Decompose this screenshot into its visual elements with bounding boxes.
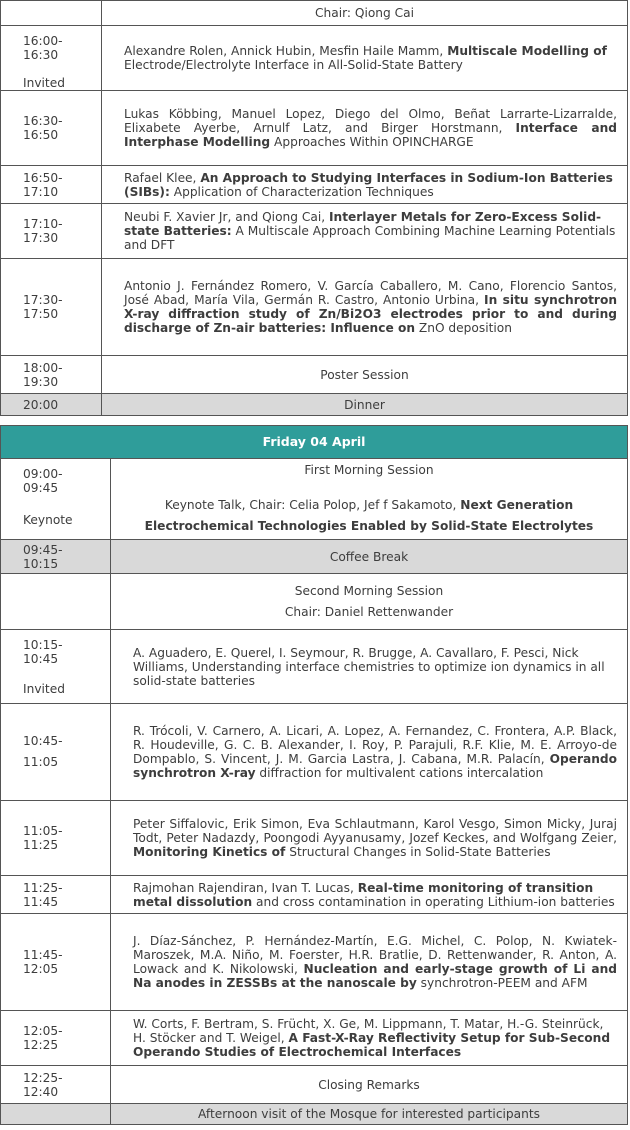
time-end: 17:10: [23, 184, 59, 199]
time-start: 16:00-: [23, 34, 63, 48]
talk-title-rest: ZnO deposition: [415, 321, 512, 335]
time-start: 18:00-: [23, 360, 63, 375]
talk-description: [102, 259, 628, 356]
session-title: First Morning Session: [304, 463, 434, 477]
talk-description: [111, 1011, 628, 1066]
talk-description: [111, 630, 628, 704]
talk-authors: Peter Siffalovic, Erik Simon, Eva Schlautmann, Karol Vesgo, Simon Micky, Juraj Todt, Peter Nadazdy, Poongodi Ayyanusamy, Jozef Keckes, and Wolfgang Zeier,: [133, 817, 617, 845]
talk-title-rest: Approaches Within OPINCHARGE: [270, 135, 474, 149]
time-start: 12:25-: [23, 1070, 63, 1085]
table-row: [1, 26, 628, 91]
time-end: 12:25: [23, 1038, 59, 1052]
talk-title: Nucleation and early-stage growth of Li and Na anodes in ZESSBs at the nanoscale by: [133, 962, 617, 990]
talk-title-rest: synchrotron-PEEM and AFM: [416, 976, 588, 990]
time-end: 19:30: [23, 374, 59, 389]
talk-title: Interlayer Metals for Zero-Excess Solid-state Batteries:: [124, 210, 602, 238]
poster-session-label: Poster Session: [102, 356, 628, 394]
talk-authors: Alexandre Rolen, Annick Hubin, Mesfin Haile Mamm,: [124, 44, 448, 58]
talk-authors: J. Díaz-Sánchez, P. Hernández-Martín, E.G. Michel, C. Polop, N. Kwiatek-Maroszek, M.A. Niño, M. Foerster, H.R. Bratlie, D. Rettenwander, R. Anton, A. Lowack and K. Nikolowski,: [133, 934, 617, 976]
time-end: 16:50: [23, 128, 59, 142]
time-start: 09:45-: [23, 542, 63, 557]
talk-title: A Fast-X-Ray Reflectivity Setup for Sub-Second Operando Studies of Electrochemical Interfaces: [133, 1031, 611, 1059]
time-end: 12:05: [23, 962, 59, 976]
keynote-chairs: Keynote Talk, Chair: Celia Polop, Jef f Sakamoto,: [164, 498, 461, 512]
table-row: [1, 166, 628, 204]
time-end: 17:50: [23, 307, 59, 321]
talk-description: [102, 204, 628, 259]
talk-description: [111, 914, 628, 1011]
talk-title-rest: Structural Changes in Solid-State Batteries: [285, 845, 551, 859]
time-start: 11:45-: [23, 948, 63, 962]
thursday-schedule-table: [0, 0, 628, 416]
time-end: 12:40: [23, 1084, 59, 1099]
talk-authors: W. Corts, F. Bertram, S. Frücht, X. Ge, M. Lippmann, T. Matar, H.-G. Steinrück, H. Stöcker and T. Weigel,: [133, 1017, 604, 1045]
coffee-break-label: Coffee Break: [111, 540, 628, 574]
table-row: [1, 259, 628, 356]
time-cell: 20:00: [1, 394, 102, 416]
talk-title: Multiscale Modelling of: [447, 44, 607, 58]
closing-remarks-row: [1, 1066, 628, 1104]
session-description: [111, 574, 628, 630]
time-cell: [1, 876, 111, 914]
talk-title: Operando synchrotron X-ray: [133, 752, 617, 780]
time-end: 11:45: [23, 894, 59, 909]
talk-title-rest: Electrode/Electrolyte Interface in All-Solid-State Battery: [124, 58, 463, 72]
talk-title: An Approach to Studying Interfaces in Sodium-Ion Batteries (SIBs):: [124, 170, 613, 199]
talk-description: [102, 166, 628, 204]
time-cell: [1, 356, 102, 394]
keynote-text: [119, 495, 619, 537]
closing-remarks-label: Closing Remarks: [111, 1066, 628, 1104]
time-cell: [1, 801, 111, 876]
talk-title: Interface and Interphase Modelling: [124, 121, 617, 149]
time-cell: [1, 1066, 111, 1104]
table-row: [1, 801, 628, 876]
talk-authors: R. Trócoli, V. Carnero, A. Licari, A. Lopez, A. Fernandez, C. Frontera, A.P. Black, R. Houdeville, G. C. B. Alexander, I. Roy, P. Parajuli, R.F. Klie, M. E. Arroyo-de Dompablo, S. Vincent, J. M. Garcia Lastra, J. Cabana, M.R. Palacín,: [133, 724, 617, 766]
time-start: 16:30-: [23, 114, 63, 128]
time-cell: [1, 459, 111, 540]
talk-tag: Keynote: [23, 513, 73, 527]
time-end: 10:45: [23, 652, 59, 666]
day-header-row: [1, 426, 628, 459]
keynote-row: [1, 459, 628, 540]
keynote-description: [111, 459, 628, 540]
talk-title: In situ synchrotron X-ray diffraction study of Zn/Bi2O3 electrodes prior to and during discharge of Zn-air batteries: Influence on: [124, 293, 617, 335]
time-start: 17:30-: [23, 293, 63, 307]
time-cell: [1, 1011, 111, 1066]
talk-description: [102, 26, 628, 91]
talk-description: [111, 801, 628, 876]
talk-title-rest: A Multiscale Approach Combining Machine Learning Potentials and DFT: [124, 224, 616, 252]
time-end: 17:30: [23, 231, 59, 245]
table-row: [1, 1011, 628, 1066]
session-chair: Chair: Daniel Rettenwander: [284, 604, 454, 619]
time-start: 11:05-: [23, 824, 63, 838]
time-end: 16:30: [23, 48, 59, 62]
time-cell: [1, 91, 102, 166]
time-end: 11:05: [23, 755, 59, 769]
keynote-title: Next Generation Electrochemical Technologies Enabled by Solid-State Electrolytes: [144, 498, 594, 533]
afternoon-visit-row: [1, 1104, 628, 1125]
time-cell: [1, 204, 102, 259]
time-cell: [1, 166, 102, 204]
talk-title-rest: diffraction for multivalent cations intercalation: [255, 766, 544, 780]
talk-description: [111, 704, 628, 801]
talk-title: Real-time monitoring of transition metal dissolution: [133, 880, 594, 909]
time-start: 10:45-: [23, 734, 63, 748]
poster-session-row: [1, 356, 628, 394]
time-start: 16:50-: [23, 170, 63, 185]
table-row: [1, 876, 628, 914]
talk-tag: Invited: [23, 682, 65, 696]
talk-authors: Neubi F. Xavier Jr, and Qiong Cai,: [124, 210, 329, 224]
table-row: [1, 630, 628, 704]
time-cell: [1, 574, 111, 630]
chair-row: [1, 1, 628, 26]
coffee-break-row: [1, 540, 628, 574]
day-header: Friday 04 April: [1, 426, 628, 459]
time-cell: [1, 26, 102, 91]
time-cell: [1, 540, 111, 574]
talk-tag: Invited: [23, 76, 65, 90]
time-cell: [1, 1104, 111, 1125]
time-start: 09:00-: [23, 467, 63, 481]
session-row: [1, 574, 628, 630]
friday-schedule-table: [0, 425, 628, 1125]
time-end: 09:45: [23, 481, 59, 495]
talk-title-rest: Application of Characterization Techniques: [169, 184, 434, 199]
talk-authors: Antonio J. Fernández Romero, V. García Caballero, M. Cano, Florencio Santos, José Abad, María Vila, Germán R. Castro, Antonio Urbina,: [124, 279, 617, 307]
talk-description: [102, 91, 628, 166]
talk-title-rest: and cross contamination in operating Lithium-ion batteries: [252, 894, 615, 909]
table-row: [1, 204, 628, 259]
time-cell: [1, 259, 102, 356]
talk-title: Monitoring Kinetics of: [133, 845, 286, 859]
time-end: 10:15: [23, 556, 59, 571]
afternoon-visit-label: Afternoon visit of the Mosque for interested participants: [111, 1104, 628, 1125]
session-title: Second Morning Session: [294, 583, 444, 598]
time-end: 11:25: [23, 838, 59, 852]
talk-authors: Lukas Köbbing, Manuel Lopez, Diego del Olmo, Beñat Larrarte-Lizarralde, Elixabete Ayerbe, Arnulf Latz, and Birger Horstmann,: [124, 107, 617, 135]
time-start: 17:10-: [23, 217, 63, 231]
time-start: 12:05-: [23, 1024, 63, 1038]
time-cell: [1, 914, 111, 1011]
talk-description: [111, 876, 628, 914]
time-cell: [1, 704, 111, 801]
talk-authors: Rajmohan Rajendiran, Ivan T. Lucas,: [133, 880, 358, 895]
table-row: [1, 91, 628, 166]
time-start: 11:25-: [23, 880, 63, 895]
talk-authors: A. Aguadero, E. Querel, I. Seymour, R. Brugge, A. Cavallaro, F. Pesci, Nick Williams, Understanding interface chemistries to optimize ion dynamics in all solid-state batteries: [133, 645, 605, 688]
talk-authors: Rafael Klee,: [124, 170, 201, 185]
time-cell: [1, 1, 102, 26]
dinner-label: Dinner: [102, 394, 628, 416]
dinner-row: [1, 394, 628, 416]
time-cell: [1, 630, 111, 704]
time-start: 10:15-: [23, 638, 63, 652]
table-row: [1, 704, 628, 801]
table-row: [1, 914, 628, 1011]
chair-line: Chair: Qiong Cai: [102, 1, 628, 26]
